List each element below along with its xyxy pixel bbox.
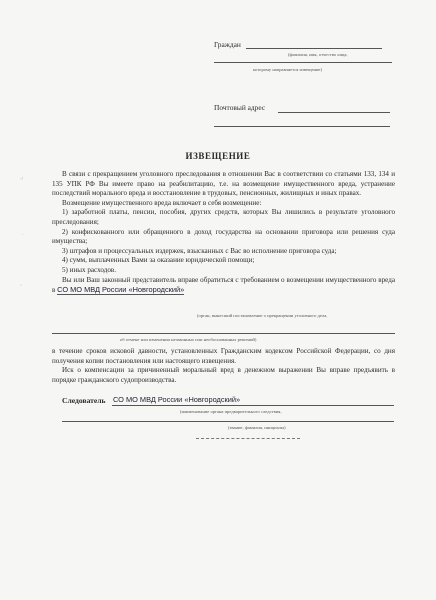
citizen-caption-2: которому направляется извещение) xyxy=(253,67,322,72)
address-line-2 xyxy=(214,126,390,127)
address-line-1 xyxy=(278,112,390,113)
signature-line-2 xyxy=(62,421,394,422)
scan-mark: · xyxy=(22,233,24,238)
handwritten-organ: СО МО МВД России «Новгородский» xyxy=(57,285,185,295)
paragraph-limitation: в течение сроков исковой давности, установленных Гражданским кодексом Российской Федерации, со дня получения копии постановления или настоящего извещения. xyxy=(52,347,395,365)
claim-text: Вы или Ваш законный представитель вправе обратиться с требованием о возмещении имущественного вреда в xyxy=(52,275,395,295)
signature-name-caption: (звание, фамилия, инициалы) xyxy=(228,425,286,430)
citizen-line xyxy=(246,48,382,49)
paragraph-claim xyxy=(52,276,395,296)
organ-caption: (орган, вынесший постановление о прекращении уголовного дела, xyxy=(197,313,328,318)
handwritten-organ-signature: СО МО МВД России «Новгородский» xyxy=(113,395,241,404)
citizen-line-2 xyxy=(214,62,392,63)
paragraph-moral-damage: Иск о компенсации за причиненный моральный вред в денежном выражении Вы вправе предъявить в порядке гражданского судопроизводства. xyxy=(52,366,395,384)
citizen-caption: (фамилия, имя, отчество лица, xyxy=(288,52,348,57)
citizen-label: Граждан xyxy=(214,40,241,49)
list-item: 3) штрафов и процессуальных издержек, взысканных с Вас во исполнение приговора суда; xyxy=(62,246,337,255)
notice-body-continued xyxy=(52,347,395,385)
cancel-caption: об отмене или изменении незаконных или необоснованных решений) xyxy=(120,337,257,342)
scan-mark: ·/ xyxy=(20,177,24,182)
list-item: 4) сумм, выплаченных Вами за оказание юридической помощи; xyxy=(62,256,255,265)
address-label: Почтовый адрес xyxy=(214,103,266,112)
signature-organ-caption: (наименование органа предварительного следствия, xyxy=(180,409,282,414)
signature-dotted-line xyxy=(196,438,300,439)
document-title: ИЗВЕЩЕНИЕ xyxy=(185,151,251,161)
organ-line xyxy=(52,333,395,334)
list-item: 2) конфискованного или обращенного в доход государства на основании приговора или решения суда имущества; xyxy=(52,227,395,246)
paragraph-compensation-intro: Возмещение имущественного вреда включает в себя возмещение: xyxy=(62,198,262,207)
notice-body xyxy=(52,170,395,296)
investigator-label: Следователь xyxy=(62,396,106,405)
paragraph-rights: В связи с прекращением уголовного преследования в отношении Вас в соответствии со статьями 133, 134 и 135 УПК РФ Вы имеете право на реабилитацию, т.е. на возмещение имущественного вреда, устранение последствий морального вреда и восстановление в трудовых, пенсионных, жилищных и иных правах. xyxy=(52,170,395,198)
list-item: 1) заработной платы, пенсии, пособия, других средств, которых Вы лишились в результате уголовного преследования; xyxy=(52,208,395,226)
list-item: 5) иных расходов. xyxy=(62,265,117,274)
signature-organ-line xyxy=(112,405,394,406)
scan-mark: ʼ xyxy=(20,285,22,290)
